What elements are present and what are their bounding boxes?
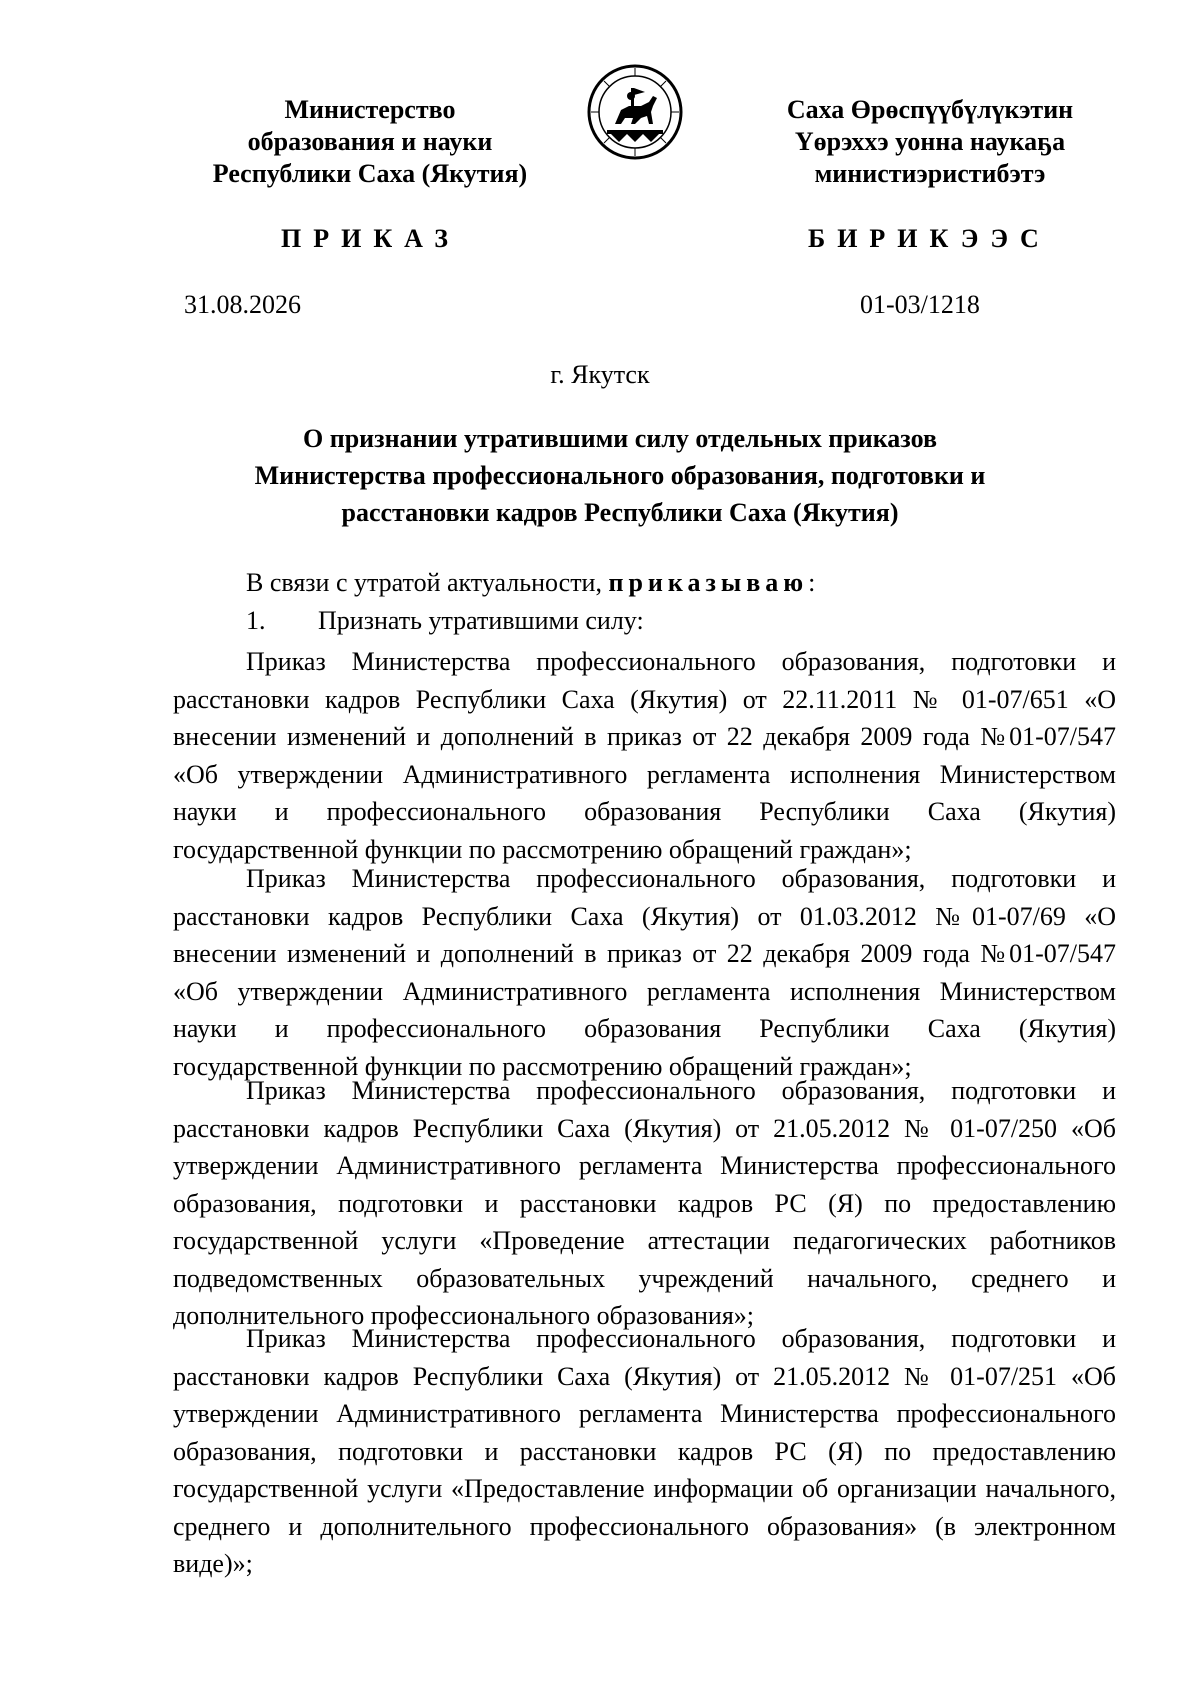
preamble-emphasis: приказываю: [608, 568, 809, 597]
ministry-name-line: Саха Өрөспүүбүлүкэтин: [786, 95, 1074, 124]
revoked-order-paragraph: Приказ Министерства профессионального образования, подготовки и расстановки кадров Республики Саха (Якутия) от 01.03.2012 №01-07/69 «О внесении изменений и дополнений в приказ от 22 декабря 2009 года №01-07/547 «Об утверждении Административного регламента исполнения Министерством науки и профессионального образования Республики Саха (Якутия) государственной функции по рассмотрению обращений граждан»;: [173, 864, 1116, 1081]
preamble-tail: :: [808, 568, 816, 597]
coat-of-arms-sakha-icon: [585, 62, 685, 162]
ministry-name-line: министиэристибэтэ: [814, 159, 1046, 188]
document-title-line: Министерства профессионального образования, подготовки и: [254, 461, 986, 490]
revoked-order-paragraph: Приказ Министерства профессионального образования, подготовки и расстановки кадров Республики Саха (Якутия) от 21.05.2012 № 01-07/251 «Об утверждении Административного регламента Министерства профессионального образования, подготовки и расстановки кадров РС (Я) по предоставлению государственной услуги «Предоставление информации об организации начального, среднего и дополнительного профессионального образования» (в электронном виде)»;: [173, 1324, 1116, 1578]
document-title-line: О признании утратившими силу отдельных приказов: [302, 424, 937, 453]
revoked-order-paragraph: Приказ Министерства профессионального образования, подготовки и расстановки кадров Республики Саха (Якутия) от 22.11.2011 № 01-07/651 «О внесении изменений и дополнений в приказ от 22 декабря 2009 года №01-07/547 «Об утверждении Административного регламента исполнения Министерством науки и профессионального образования Республики Саха (Якутия) государственной функции по рассмотрению обращений граждан»;: [173, 647, 1116, 864]
revoked-order-paragraph: Приказ Министерства профессионального образования, подготовки и расстановки кадров Республики Саха (Якутия) от 21.05.2012 № 01-07/250 «Об утверждении Административного регламента Министерства профессионального образования, подготовки и расстановки кадров РС (Я) по предоставлению государственной услуги «Проведение аттестации педагогических работников подведомственных образовательных учреждений начального, среднего и дополнительного профессионального образования»;: [173, 1076, 1116, 1330]
list-item-number: 1.: [246, 606, 266, 635]
order-number: 01-03/1218: [860, 290, 980, 319]
document-title: [180, 420, 1060, 531]
order-date: 31.08.2026: [184, 290, 301, 319]
ministry-name-line: Министерство: [284, 95, 456, 124]
ministry-name-line: Республики Саха (Якутия): [212, 159, 528, 188]
ministry-name-yakut: [745, 94, 1115, 190]
order-label-yakut: БИРИКЭЭС: [808, 224, 1051, 253]
order-city: г. Якутск: [550, 360, 650, 389]
document-title-line: расстановки кадров Республики Саха (Якутия): [341, 498, 899, 527]
list-item: [246, 606, 644, 636]
list-item-text: Признать утратившими силу:: [318, 606, 644, 635]
ministry-name-russian: [180, 94, 560, 190]
preamble-text: В связи с утратой актуальности,: [246, 568, 609, 597]
ministry-name-line: образования и науки: [247, 127, 493, 156]
preamble: [246, 568, 815, 598]
ministry-name-line: Үөрэхxэ уонна наукаҕа: [794, 127, 1066, 156]
order-label-russian: ПРИКАЗ: [281, 224, 461, 253]
